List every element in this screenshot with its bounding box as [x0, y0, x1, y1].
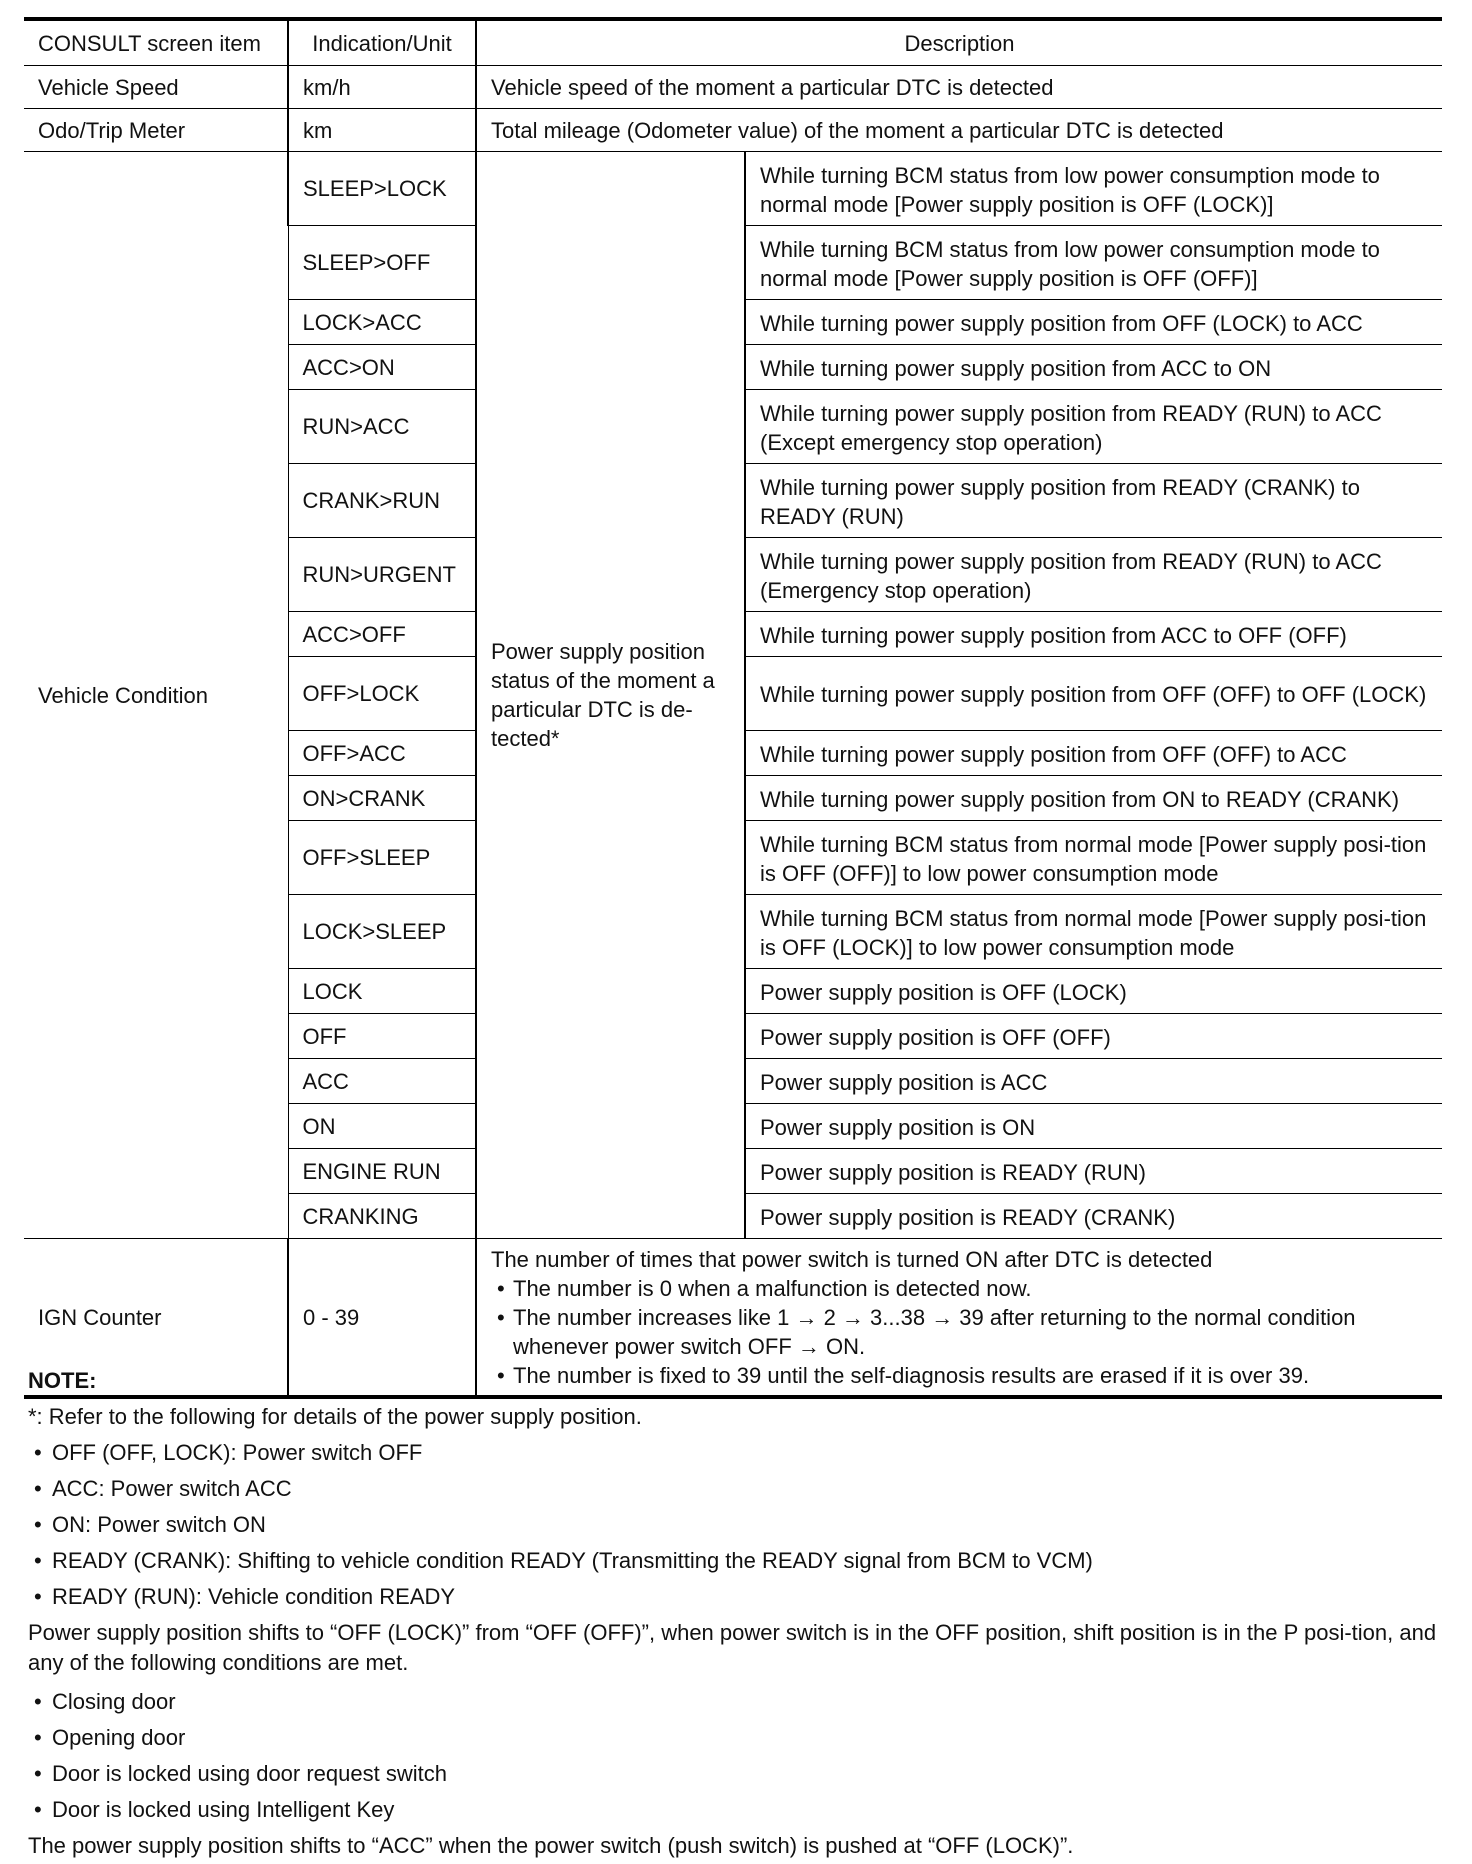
indication-cell: LOCK>ACC	[288, 300, 476, 345]
list-item: • ON: Power switch ON	[28, 1507, 1448, 1543]
condition-detail-cell: While turning BCM status from normal mode [Power supply posi-tion is OFF (LOCK)] to low power consumption mode	[745, 895, 1442, 969]
condition-detail-cell: Power supply position is OFF (OFF)	[745, 1014, 1442, 1059]
condition-detail-cell: While turning power supply position from ACC to ON	[745, 345, 1442, 390]
condition-detail-cell: While turning BCM status from low power consumption mode to normal mode [Power supply position is OFF (OFF)]	[745, 226, 1442, 300]
unit-cell: 0 - 39	[288, 1239, 476, 1398]
acc-paragraph: The power supply position shifts to “ACC” when the power switch (push switch) is pushed at “OFF (LOCK)”.	[28, 1833, 1074, 1858]
list-item: • The number increases like 1 → 2 → 3...38 → 39 after returning to the normal condition whenever power switch OFF → ON.	[491, 1303, 1428, 1361]
indication-cell: OFF>SLEEP	[288, 821, 476, 895]
condition-detail-cell: Power supply position is READY (CRANK)	[745, 1194, 1442, 1239]
condition-detail-cell: Power supply position is ACC	[745, 1059, 1442, 1104]
condition-detail-cell: Power supply position is OFF (LOCK)	[745, 969, 1442, 1014]
list-item: • The number is 0 when a malfunction is detected now.	[491, 1274, 1428, 1303]
list-item: • READY (RUN): Vehicle condition READY	[28, 1579, 1448, 1615]
item-cell: Vehicle Condition	[24, 152, 288, 1239]
table-row	[24, 66, 1442, 109]
indication-cell: CRANKING	[288, 1194, 476, 1239]
indication-cell: RUN>ACC	[288, 390, 476, 464]
condition-detail-cell: While turning power supply position from READY (RUN) to ACC (Except emergency stop operation)	[745, 390, 1442, 464]
item-cell: IGN Counter	[24, 1239, 288, 1398]
condition-detail-cell: While turning power supply position from ON to READY (CRANK)	[745, 776, 1442, 821]
unit-cell: km	[288, 109, 476, 152]
footnote: *: Refer to the following for details of the power supply position.	[28, 1404, 642, 1429]
conditions-list	[28, 1684, 1448, 1828]
header-row	[24, 19, 1442, 66]
table-row	[24, 109, 1442, 152]
indication-cell: SLEEP>LOCK	[288, 152, 476, 226]
list-item: • OFF (OFF, LOCK): Power switch OFF	[28, 1435, 1448, 1471]
note-title: NOTE:	[28, 1368, 97, 1393]
condition-detail-cell: Power supply position is ON	[745, 1104, 1442, 1149]
ign-intro: The number of times that power switch is turned ON after DTC is detected	[491, 1246, 1213, 1272]
indication-cell: ACC	[288, 1059, 476, 1104]
item-cell: Odo/Trip Meter	[24, 109, 288, 152]
indication-cell: ACC>OFF	[288, 612, 476, 657]
item-cell: Vehicle Speed	[24, 66, 288, 109]
condition-detail-cell: While turning power supply position from OFF (OFF) to OFF (LOCK)	[745, 657, 1442, 731]
indication-cell: SLEEP>OFF	[288, 226, 476, 300]
condition-detail-cell: While turning power supply position from ACC to OFF (OFF)	[745, 612, 1442, 657]
condition-detail-cell: While turning power supply position from OFF (LOCK) to ACC	[745, 300, 1442, 345]
list-item: • The number is fixed to 39 until the self-diagnosis results are erased if it is over 39.	[491, 1361, 1428, 1390]
header-description: Description	[476, 19, 1442, 66]
header-screen-item: CONSULT screen item	[24, 19, 288, 66]
shared-description-cell: Power supply position status of the moment a particular DTC is de-tected*	[476, 152, 745, 1239]
lock-shift-paragraph: Power supply position shifts to “OFF (LOCK)” from “OFF (OFF)”, when power switch is in the OFF position, shift position is in the P posi-tion, and any of the following conditions are met.	[28, 1620, 1437, 1675]
condition-detail-cell: While turning power supply position from OFF (OFF) to ACC	[745, 731, 1442, 776]
indication-cell: ON>CRANK	[288, 776, 476, 821]
notes-section	[28, 1363, 1448, 1864]
condition-detail-cell: While turning power supply position from READY (CRANK) to READY (RUN)	[745, 464, 1442, 538]
indication-cell: CRANK>RUN	[288, 464, 476, 538]
indication-cell: RUN>URGENT	[288, 538, 476, 612]
condition-detail-cell: While turning BCM status from normal mode [Power supply posi-tion is OFF (OFF)] to low power consumption mode	[745, 821, 1442, 895]
table-row	[24, 152, 1442, 226]
indication-cell: LOCK>SLEEP	[288, 895, 476, 969]
condition-detail-cell: Power supply position is READY (RUN)	[745, 1149, 1442, 1194]
unit-cell: km/h	[288, 66, 476, 109]
list-item: • Closing door	[28, 1684, 1448, 1720]
description-cell: Total mileage (Odometer value) of the moment a particular DTC is detected	[476, 109, 1442, 152]
list-item: • Door is locked using door request switch	[28, 1756, 1448, 1792]
power-position-list	[28, 1435, 1448, 1615]
indication-cell: OFF>LOCK	[288, 657, 476, 731]
list-item: • Opening door	[28, 1720, 1448, 1756]
indication-cell: OFF>ACC	[288, 731, 476, 776]
list-item: • Door is locked using Intelligent Key	[28, 1792, 1448, 1828]
indication-cell: ACC>ON	[288, 345, 476, 390]
indication-cell: OFF	[288, 1014, 476, 1059]
condition-detail-cell: While turning BCM status from low power consumption mode to normal mode [Power supply position is OFF (LOCK)]	[745, 152, 1442, 226]
list-item: • READY (CRANK): Shifting to vehicle condition READY (Transmitting the READY signal from BCM to VCM)	[28, 1543, 1448, 1579]
list-item: • ACC: Power switch ACC	[28, 1471, 1448, 1507]
header-indication-unit: Indication/Unit	[288, 19, 476, 66]
indication-cell: LOCK	[288, 969, 476, 1014]
consult-data-table	[24, 17, 1442, 1399]
description-cell: Vehicle speed of the moment a particular DTC is detected	[476, 66, 1442, 109]
indication-cell: ENGINE RUN	[288, 1149, 476, 1194]
condition-detail-cell: While turning power supply position from READY (RUN) to ACC (Emergency stop operation)	[745, 538, 1442, 612]
indication-cell: ON	[288, 1104, 476, 1149]
